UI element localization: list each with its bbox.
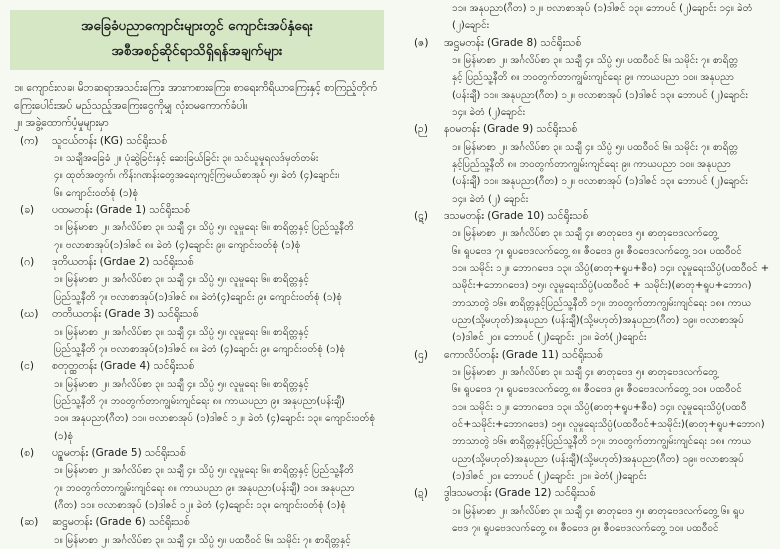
section-items: ၁။ မြန်မာစာ ၂။ အင်္ဂလိပ်စာ ၃။ သချီ ၄။ သိပ္ပံ ၅။ လူမှုရေး ၆။ စာရိတ္တနှင့် ပြည်သူ့နီတိ ၇။ ဘဝတွက်တာကျွမ်းကျင်ရေး ၈။ ကာယပညာ ၉။ အနုပညာ(ပန်းချီ) ၁၀။ အနုပညာ(ဂီတ) ၁၁။ ဗလာစာအုပ် (၁)ဒါဇင် ၁၂။ ခဲတံ (၄)ချောင်း ၁၃။ ကျောင်းဝတ်စုံ (၁)စုံ <box>54 376 384 445</box>
title-line-2: အစီအစဉ်ဆိုင်ရာသိရှိရန်အချက်များ <box>10 39 384 64</box>
section-title: ဆဋ္ဌမတန်း (Grade 6) သင်ရိုးသစ် <box>52 516 190 528</box>
left-column <box>0 0 394 535</box>
grade-section <box>0 358 394 445</box>
section-items: ၁။ မြန်မာစာ ၂။ အင်္ဂလိပ်စာ ၃။ သချီ ၄။ ဓာတုဗေဒ ၅။ ဓာတုဗေဒလက်တွေ့ ၆။ ရူပဗေဒ ၇။ ရူပဗေဒလက်တွေ့ ၈။ ဇီဝဗေဒ ၉။ ဇီဝဗေဒလက်တွေ့ ၁၀။ ပထဝီဝင် ၁၁။ သမိုင်း ၁၂။ ဘောဂဗေဒ ၁၃။ သိပ္ပံ(ဓာတု+ရူပ+ဇီဝ) ၁၄။ လူမှုရေးသိပ္ပံ(ပထဝီ ဝင်+သမိုင်း+ဘောဂဗေဒ) ၁၅။ လူမှုရေးသိပ္ပံ(ပထဝီဝင်+သမိုင်း)(ဓာတု+ရူပ+ဘောဂ) ဘာသာတွဲ ၁၆။ စာရိတ္တနှင့်ပြည်သူ့နီတိ ၁၇။ ဘဝတွက်တာကျွမ်းကျင်ရေး ၁၈။ ကာယ ပညာ(သို့မဟုတ်)အနုပညာ (ပန်းချီ)(သို့မဟုတ်)အနုပညာ(ဂီတ) ၁၉။ ဗလာစာအုပ် (၁)ဒါဇင် ၂၀။ ဘောပင် (၂)ချောင်း ၂၁။ ခဲတံ(၂)ချောင်း <box>452 364 776 485</box>
grade-section <box>406 347 780 486</box>
section-items: ၁။ မြန်မာစာ ၂။ အင်္ဂလိပ်စာ ၃။ သချီ ၄။ သိပ္ပံ ၅။ လူမှုရေး ၆။ စာရိတ္တနှင့် ပြည်သူ့နီတိ ၇။ ဗလာစာအုပ်(၁)ဒါဇင် ၈။ ခဲတံ(၄)ချောင်း ၉။ ကျောင်းဝတ်စုံ (၁)စုံ <box>54 271 384 306</box>
section-items: ၁။ မြန်မာစာ ၂။ အင်္ဂလိပ်စာ ၃။ သချီ ၄။ သိပ္ပံ ၅။ ပထဝီဝင် ၆။ သမိုင်း ၇။ စာရိတ္တနှင့် <box>54 532 384 549</box>
left-sections <box>0 133 394 549</box>
continued-fragment: ၁၁။ အနုပညာ(ဂီတ) ၁၂။ ဗလာစာအုပ် (၁)ဒါဇင် ၁၃။ ဘောပင် (၂)ချောင်း ၁၄။ ခဲတံ (၂)ချောင်း <box>452 0 776 35</box>
section-title: နဝမတန်း (Grade 9) သင်ရိုးသစ် <box>444 123 577 135</box>
right-column <box>406 0 780 535</box>
intro-item-2: ၂။ အခွဲ့ထောက်ပံ့မှုများမှာ <box>14 115 386 133</box>
grade-section <box>0 133 394 202</box>
grade-section <box>406 208 780 347</box>
section-title: ကောလိပ်တန်း (Grade 11) သင်ရိုးသစ် <box>444 349 603 361</box>
section-heading <box>0 445 394 463</box>
section-number: (ဍ) <box>414 485 444 503</box>
grade-section <box>0 306 394 358</box>
section-number: (ဃ) <box>20 306 52 324</box>
section-title: ဒသမတန်း (Grade 10) သင်ရိုးသစ် <box>444 210 588 222</box>
section-number: (က) <box>20 133 52 151</box>
section-items: ၁။ မြန်မာစာ ၂။ အင်္ဂလိပ်စာ ၃။ သချီ ၄။ ဓာတုဗေဒ ၅။ ဓာတုဗေဒလက်တွေ့ ၆။ ရူပဗေဒ ၇။ ရူပဗေဒလက်တွေ့ ၈။ ဇီဝဗေဒ ၉။ ဇီဝဗေဒလက်တွေ့ ၁၀။ ပထဝီဝင် ၁၁။ သမိုင်း ၁၂။ ဘောဂဗေဒ ၁၃။ သိပ္ပံ(ဓာတု+ရူပ+ဇီဝ) ၁၄။ လူမှုရေးသိပ္ပံ(ပထဝီဝင် + သမိုင်း+ဘောဂဗေဒ) ၁၅။ လူမှုရေးသိပ္ပံ(ပထဝီဝင် + သမိုင်း)(ဓာတု+ရူပ+ဘောဂ) ဘာသာတွဲ ၁၆။ စာရိတ္တနှင့်ပြည်သူ့နီတိ ၁၇။ ဘဝတွက်တာကျွမ်းကျင်ရေး ၁၈။ ကာယ ပညာ(သို့မဟုတ်)အနုပညာ (ပန်းချီ)(သို့မဟုတ်)အနုပညာ(ဂီတ) ၁၉။ ဗလာစာအုပ် (၁)ဒါဇင် ၂၀။ ဘောပင် (၂)ချောင်း ၂၁။ ခဲတံ(၂)ချောင်း <box>452 225 776 346</box>
grade-section <box>0 514 394 549</box>
section-title: ဒွါဒသမတန်း (Grade 12) သင်ရိုးသစ် <box>444 487 596 499</box>
section-number: (ဂ) <box>20 254 52 272</box>
section-title: တတိယတန်း (Grade 3) သင်ရိုးသစ် <box>52 308 199 320</box>
section-items: ၁။ မြန်မာစာ ၂။ အင်္ဂလိပ်စာ ၃။ သချီ ၄။ သိပ္ပံ ၅။ လူမှုရေး ၆။ စာရိတ္တနှင့် ပြည်သူ့နီတိ ၇။ ဗလာစာအုပ်(၁)ဒါဇင် ၈။ ခဲတံ (၄)ချောင်း ၉။ ကျောင်းဝတ်စုံ (၁)စုံ <box>54 324 384 359</box>
section-number: (ဌ) <box>414 347 444 365</box>
section-heading <box>406 485 780 503</box>
section-number: (ဋ) <box>414 208 444 226</box>
section-heading <box>0 254 394 272</box>
section-title: အဋ္ဌမတန်း (Grade 8) သင်ရိုးသစ် <box>444 37 581 49</box>
section-number: (စ) <box>20 445 52 463</box>
section-heading <box>406 208 780 226</box>
section-heading <box>0 133 394 151</box>
section-items: ၁။ မြန်မာစာ ၂။ အင်္ဂလိပ်စာ ၃။ သချီ ၄။ သိပ္ပံ ၅။ ပထဝီဝင် ၆။ သမိုင်း ၇။ စာရိတ္တ နှင့်ပြည်သူ့နီတိ ၈။ ဘဝတွက်တာကျွမ်းကျင်ရေး ၉။ ကာယပညာ ၁၀။ အနုပညာ (ပန်းချီ) ၁၁။ အနုပညာ(ဂီတ) ၁၂။ ဗလာစာအုပ် (၁)ဒါဇင် ၁၃။ ဘောပင် (၂)ချောင်း ၁၄။ ခဲတံ (၂) ချောင်း <box>452 139 776 208</box>
section-items: ၁။ မြန်မာစာ ၂။ အင်္ဂလိပ်စာ ၃။ သချီ ၄။ သိပ္ပံ ၅။ လူမှုရေး ၆။ စာရိတ္တနှင့် ပြည်သူ့နီတိ ၇။ ဘဝတွက်တာကျွမ်းကျင်ရေး ၈။ ကာယပညာ ၉။ အနုပညာ(ပန်းချီ) ၁၀။ အနုပညာ (ဂီတ) ၁၁။ ဗလာစာအုပ် (၁)ဒါဇင် ၁၂။ ခဲတံ (၄)ချောင်း ၁၃။ ကျောင်းဝတ်စုံ (၁)စုံ <box>54 462 384 514</box>
section-heading <box>406 35 780 53</box>
section-items: ၁။ မြန်မာစာ ၂။ အင်္ဂလိပ်စာ ၃။ သချီ ၄။ ဓာတုဗေဒ ၅။ ဓာတုဗေဒလက်တွေ့ ၆။ ရူပ ဗေဒ ၇။ ရူပဗေဒလက်တွေ့ ၈။ ဇီဝဗေဒ ၉။ ဇီဝဗေဒလက်တွေ့ ၁၀။ ပထဝီဝင် <box>452 503 776 538</box>
grade-section <box>0 445 394 514</box>
section-number: (ဆ) <box>20 514 52 532</box>
grade-section <box>0 202 394 254</box>
section-title: ပဉ္စမတန်း (Grade 5) သင်ရိုးသစ် <box>52 447 186 459</box>
grade-section <box>0 254 394 306</box>
section-items: ၁။ သချီအခြေခံ ၂။ ပုံဆွဲခြင်းနှင့် ဆေးခြယ်ခြင်း ၃။ သင်ယူမှုရလဒ်မှတ်တမ်း ၄။ ထုတ်အတွက်၊ ကိန်းဂဏန်းတွေအရေးကျင့်ကြမယ်စာအုပ် ၅။ ခဲတံ (၄)ချောင်း၊ ၆။ ကျောင်းဝတ်စုံ (၁)စုံ <box>54 150 384 202</box>
section-title: သူငယ်တန်း (KG) သင်ရိုးသစ် <box>52 135 167 147</box>
grade-section <box>406 121 780 208</box>
section-title: ပထမတန်း (Grade 1) သင်ရိုးသစ် <box>52 204 190 216</box>
section-title: စတုတ္ထတန်း (Grade 4) သင်ရိုးသစ် <box>52 360 194 372</box>
section-number: (ဉ) <box>414 121 444 139</box>
section-number: (ခ) <box>20 202 52 220</box>
title-box <box>10 10 384 70</box>
right-sections <box>406 35 780 538</box>
section-heading <box>0 514 394 532</box>
section-number: (င) <box>20 358 52 376</box>
section-items: ၁။ မြန်မာစာ ၂။ အင်္ဂလိပ်စာ ၃။ သချီ ၄။ သိပ္ပံ ၅။ ပထဝီဝင် ၆။ သမိုင်း ၇။ စာရိတ္တ နှင့် ပြည်သူ့နီတိ ၈။ ဘဝတွက်တာကျွမ်းကျင်ရေး ၉။ ကာယပညာ ၁၀။ အနုပညာ (ပန်းချီ) ၁၁။ အနုပညာ(ဂီတ) ၁၂။ ဗလာစာအုပ် (၁)ဒါဇင် ၁၃။ ဘောပင် (၂)ချောင်း ၁၄။ ခဲတံ (၂)ချောင်း <box>452 52 776 121</box>
section-heading <box>0 306 394 324</box>
section-items: ၁။ မြန်မာစာ ၂။ အင်္ဂလိပ်စာ ၃။ သချီ ၄။ သိပ္ပံ ၅။ လူမှုရေး ၆။ စာရိတ္တနှင့် ပြည်သူ့နီတိ ၇။ ဗလာစာအုပ်(၁)ဒါဇင် ၈။ ခဲတံ (၄)ချောင်း ၉။ ကျောင်းဝတ်စုံ (၁)စုံ <box>54 219 384 254</box>
section-heading <box>0 358 394 376</box>
section-number: (ဇ) <box>414 35 444 53</box>
section-heading <box>406 121 780 139</box>
intro-item-1: ၁။ ကျောင်းလခ၊ မိဘဆရာအသင်းကြေး၊ အားကစားကြေး၊ စာရေးကိရိယာကြေးနှင့် စာကြည့်တိုက် ကြေးပေါင်းအပ် မည်သည့်အကြေးငွေကိုမျှ လုံးဝမကောက်ခံပါ။ <box>14 80 386 115</box>
section-title: ဒုတိယတန်း (Grdae 2) သင်ရိုးသစ် <box>52 256 194 268</box>
section-heading <box>406 347 780 365</box>
grade-section <box>406 485 780 537</box>
section-heading <box>0 202 394 220</box>
grade-section <box>406 35 780 122</box>
title-line-1: အခြေခံပညာကျောင်းများတွင် ကျောင်းအပ်နှံရေး <box>10 14 384 39</box>
